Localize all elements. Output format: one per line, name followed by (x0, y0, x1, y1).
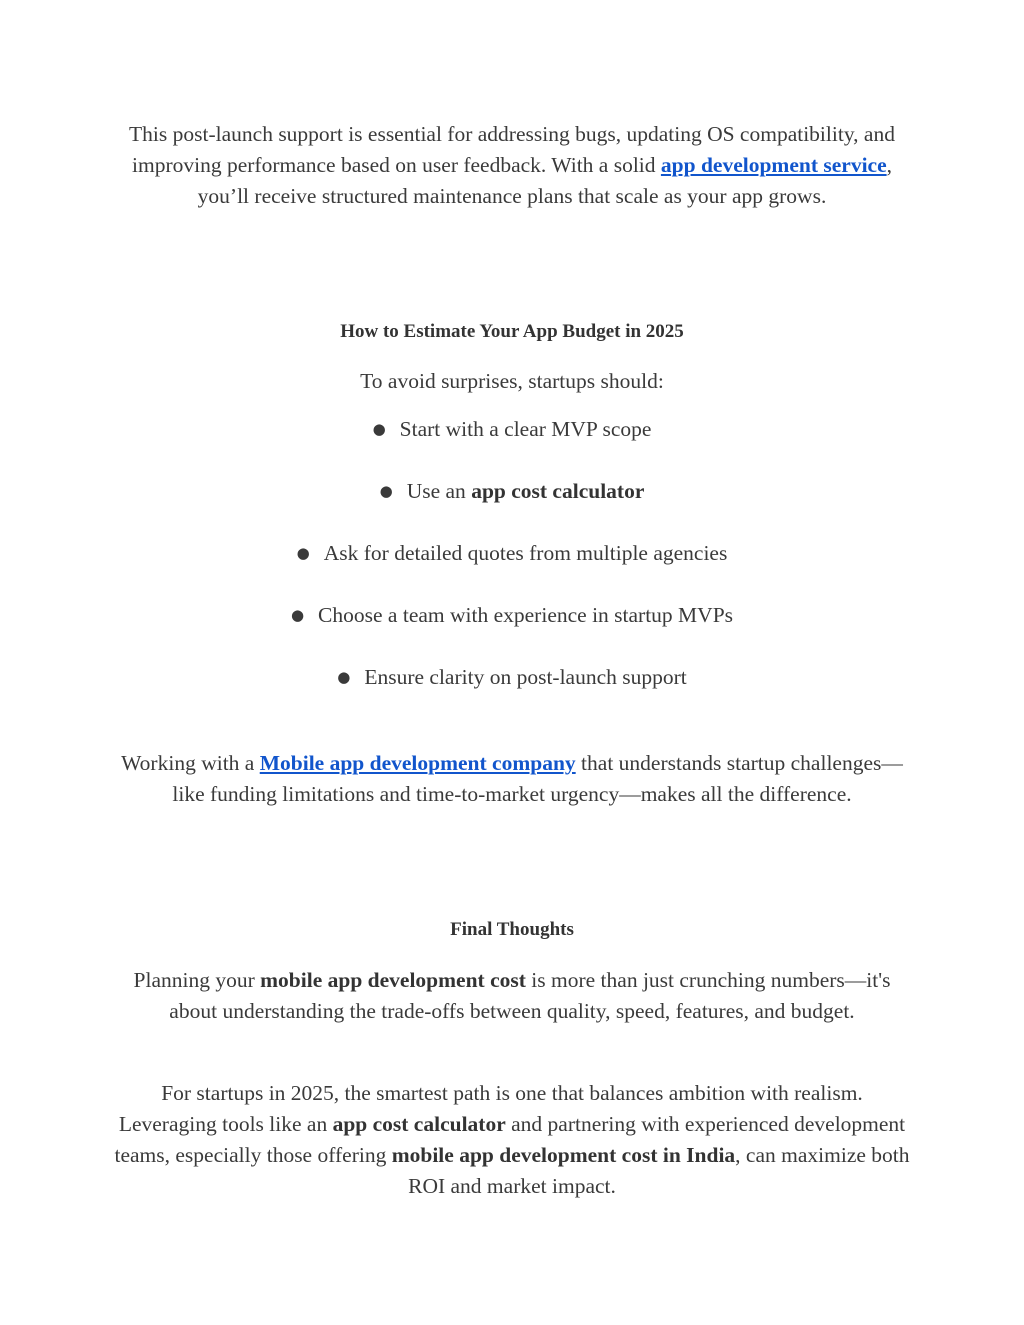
final-paragraph-2 (112, 1078, 912, 1202)
list-item (112, 538, 912, 569)
list-item (112, 600, 912, 631)
final-p1-bold: mobile app development cost (260, 968, 526, 992)
intro-text-before: This post-launch support is essential for addressing bugs, updating OS compatibility, and improving performance based on user feedback. With a solid (129, 122, 895, 177)
bullet-text: Ensure clarity on post-launch support (364, 665, 687, 689)
bullet-icon: ● (372, 420, 386, 438)
final-thoughts-heading: Final Thoughts (450, 919, 574, 940)
company-text-before: Working with a (121, 751, 260, 775)
final-paragraph-1 (112, 965, 912, 1027)
intro-text-after: , you’ll receive structured maintenance plans that scale as your app grows. (197, 153, 892, 208)
final-p2-part3: , can maximize both ROI and market impact. (408, 1143, 910, 1198)
list-item (112, 662, 912, 693)
list-item (112, 414, 912, 445)
bullet-icon: ● (290, 606, 305, 624)
bullet-icon: ● (379, 482, 393, 500)
final-p1-before: Planning your (133, 968, 261, 992)
bullet-icon: ● (337, 668, 351, 686)
intro-paragraph (112, 119, 912, 212)
company-text-after: that understands startup challenges—like funding limitations and time-to-market urgency—makes all the difference. (172, 751, 903, 806)
bullet-text: Choose a team with experience in startup MVPs (318, 603, 734, 627)
final-p2-part2: and partnering with experienced development teams, especially those offering (114, 1112, 906, 1167)
list-item (112, 476, 912, 507)
bullet-text: Start with a clear MVP scope (399, 417, 652, 441)
bullet-text-bold: app cost calculator (471, 479, 645, 503)
bullet-icon: ● (296, 544, 310, 562)
final-p2-part1: For startups in 2025, the smartest path is one that balances ambition with realism. Leveraging tools like an (118, 1081, 863, 1136)
app-development-service-link[interactable]: app development service (660, 153, 887, 177)
bullet-text-prefix: Use an (406, 479, 472, 503)
final-p2-bold2: mobile app development cost in India (391, 1143, 736, 1167)
mobile-app-development-company-link[interactable]: Mobile app development company (259, 751, 576, 775)
bullet-text: Ask for detailed quotes from multiple agencies (323, 541, 728, 565)
final-p1-after: is more than just crunching numbers—it's about understanding the trade-offs between quality, speed, features, and budget. (169, 968, 891, 1023)
final-p2-bold1: app cost calculator (332, 1112, 506, 1136)
budget-lead: To avoid surprises, startups should: (360, 369, 664, 393)
budget-bullet-list (112, 414, 912, 724)
budget-heading: How to Estimate Your App Budget in 2025 (340, 321, 684, 342)
company-paragraph (112, 748, 912, 810)
